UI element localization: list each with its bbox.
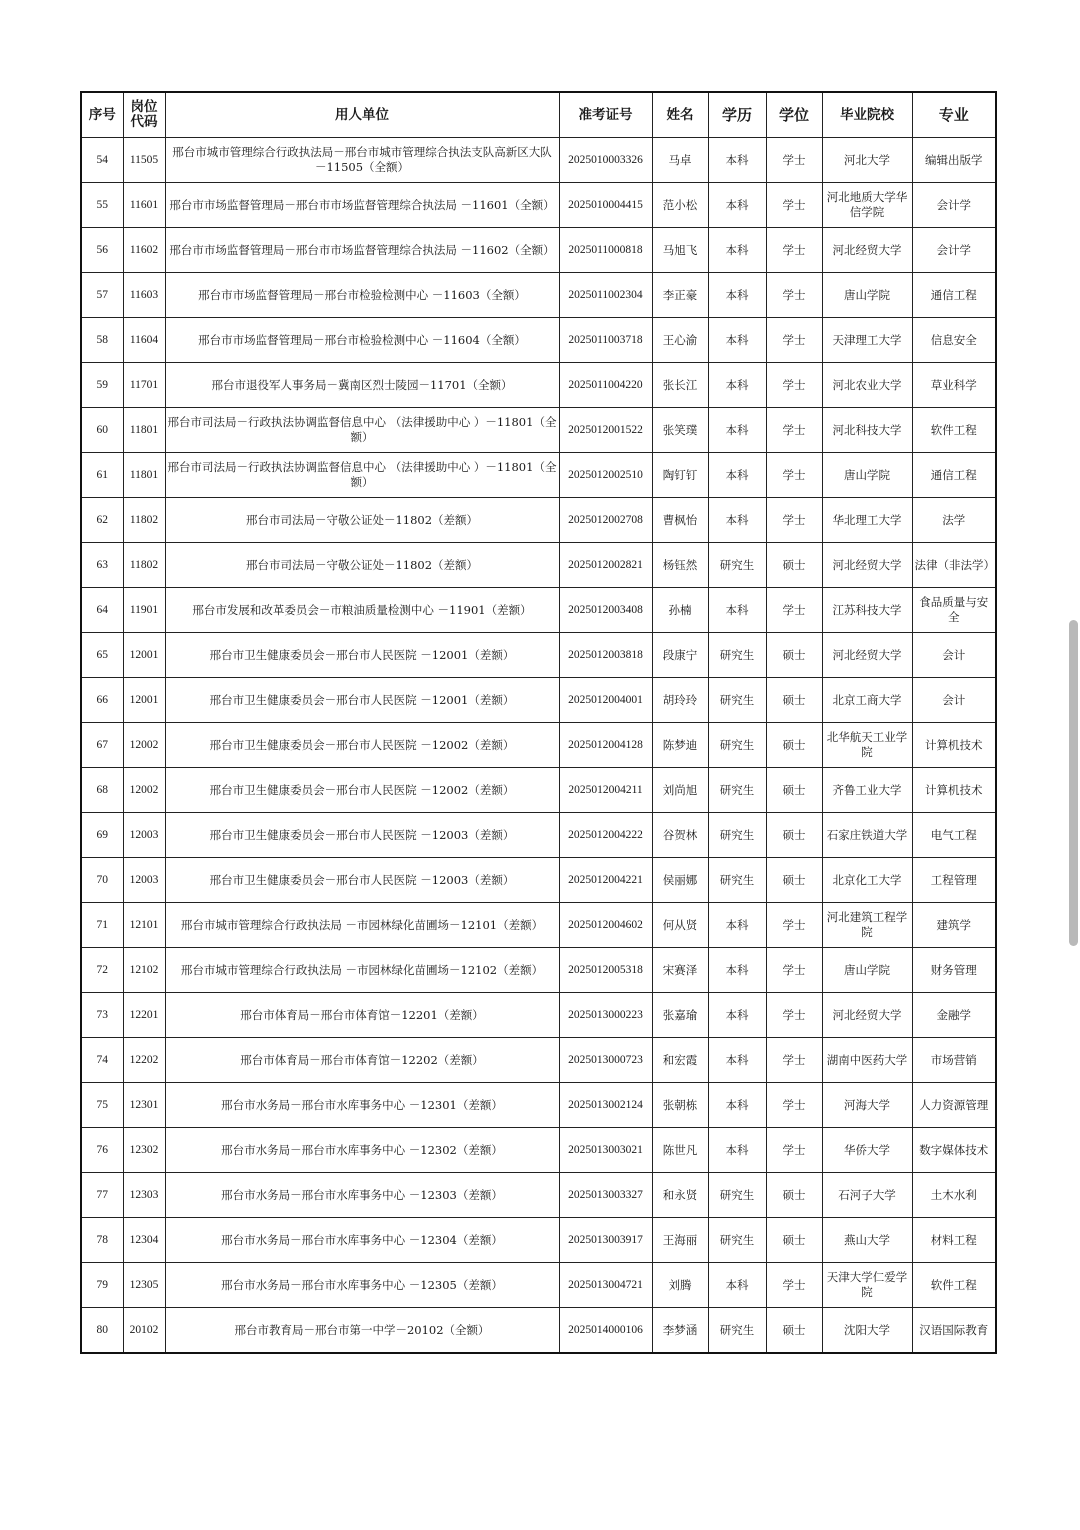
cell-degree: 学士 <box>766 588 822 633</box>
cell-post-code: 12202 <box>123 1038 165 1083</box>
cell-education: 研究生 <box>708 813 766 858</box>
cell-seq: 75 <box>81 1083 123 1128</box>
cell-major: 食品质量与安全 <box>912 588 996 633</box>
cell-post-code: 11801 <box>123 408 165 453</box>
cell-seq: 64 <box>81 588 123 633</box>
cell-school: 河北大学 <box>822 138 912 183</box>
cell-unit: 邢台市卫生健康委员会－邢台市人民医院 －12001（差额） <box>165 678 559 723</box>
cell-post-code: 12301 <box>123 1083 165 1128</box>
cell-name: 范小松 <box>652 183 708 228</box>
table-row <box>81 813 996 858</box>
cell-major: 计算机技术 <box>912 768 996 813</box>
cell-degree: 学士 <box>766 453 822 498</box>
cell-degree: 硕士 <box>766 1308 822 1354</box>
cell-name: 陈世凡 <box>652 1128 708 1173</box>
table-row <box>81 993 996 1038</box>
cell-school: 河北地质大学华信学院 <box>822 183 912 228</box>
cell-unit: 邢台市城市管理综合行政执法局－邢台市城市管理综合执法支队高新区大队－11505（全额） <box>165 138 559 183</box>
cell-degree: 学士 <box>766 1128 822 1173</box>
cell-degree: 硕士 <box>766 633 822 678</box>
cell-name: 胡玲玲 <box>652 678 708 723</box>
cell-unit: 邢台市水务局－邢台市水库事务中心 －12304（差额） <box>165 1218 559 1263</box>
cell-education: 研究生 <box>708 768 766 813</box>
cell-unit: 邢台市发展和改革委员会－市粮油质量检测中心 －11901（差额） <box>165 588 559 633</box>
cell-degree: 硕士 <box>766 543 822 588</box>
cell-post-code: 12101 <box>123 903 165 948</box>
cell-unit: 邢台市体育局－邢台市体育馆－12202（差额） <box>165 1038 559 1083</box>
cell-major: 建筑学 <box>912 903 996 948</box>
cell-major: 金融学 <box>912 993 996 1038</box>
cell-name: 宋赛泽 <box>652 948 708 993</box>
cell-school: 河海大学 <box>822 1083 912 1128</box>
cell-ticket: 2025013003327 <box>559 1173 652 1218</box>
cell-name: 刘腾 <box>652 1263 708 1308</box>
cell-ticket: 2025010003326 <box>559 138 652 183</box>
cell-ticket: 2025012004222 <box>559 813 652 858</box>
cell-degree: 学士 <box>766 903 822 948</box>
cell-degree: 学士 <box>766 408 822 453</box>
cell-degree: 硕士 <box>766 858 822 903</box>
cell-degree: 硕士 <box>766 768 822 813</box>
cell-seq: 58 <box>81 318 123 363</box>
cell-post-code: 12102 <box>123 948 165 993</box>
table-row <box>81 768 996 813</box>
cell-ticket: 2025012005318 <box>559 948 652 993</box>
cell-major: 材料工程 <box>912 1218 996 1263</box>
cell-unit: 邢台市司法局－守敬公证处－11802（差额） <box>165 543 559 588</box>
cell-education: 研究生 <box>708 1218 766 1263</box>
cell-school: 燕山大学 <box>822 1218 912 1263</box>
cell-ticket: 2025013002124 <box>559 1083 652 1128</box>
cell-post-code: 20102 <box>123 1308 165 1354</box>
cell-unit: 邢台市水务局－邢台市水库事务中心 －12303（差额） <box>165 1173 559 1218</box>
cell-major: 会计 <box>912 678 996 723</box>
cell-post-code: 12003 <box>123 858 165 903</box>
cell-school: 北华航天工业学院 <box>822 723 912 768</box>
cell-unit: 邢台市司法局－行政执法协调监督信息中心 （法律援助中心 ）－11801（全额） <box>165 453 559 498</box>
cell-major: 数字媒体技术 <box>912 1128 996 1173</box>
cell-seq: 68 <box>81 768 123 813</box>
table-row <box>81 678 996 723</box>
table-row <box>81 498 996 543</box>
cell-education: 本科 <box>708 1128 766 1173</box>
cell-post-code: 11802 <box>123 543 165 588</box>
cell-seq: 78 <box>81 1218 123 1263</box>
table-row <box>81 723 996 768</box>
cell-education: 本科 <box>708 408 766 453</box>
cell-seq: 69 <box>81 813 123 858</box>
cell-ticket: 2025011003718 <box>559 318 652 363</box>
cell-degree: 硕士 <box>766 723 822 768</box>
cell-unit: 邢台市水务局－邢台市水库事务中心 －12305（差额） <box>165 1263 559 1308</box>
cell-seq: 63 <box>81 543 123 588</box>
cell-seq: 62 <box>81 498 123 543</box>
cell-education: 本科 <box>708 273 766 318</box>
cell-degree: 学士 <box>766 1083 822 1128</box>
cell-education: 研究生 <box>708 1173 766 1218</box>
cell-ticket: 2025013004721 <box>559 1263 652 1308</box>
cell-education: 本科 <box>708 993 766 1038</box>
table-row <box>81 858 996 903</box>
cell-unit: 邢台市退役军人事务局－冀南区烈士陵园－11701（全额） <box>165 363 559 408</box>
cell-ticket: 2025013000223 <box>559 993 652 1038</box>
cell-education: 研究生 <box>708 858 766 903</box>
cell-post-code: 12304 <box>123 1218 165 1263</box>
cell-degree: 硕士 <box>766 813 822 858</box>
cell-unit: 邢台市卫生健康委员会－邢台市人民医院 －12001（差额） <box>165 633 559 678</box>
cell-degree: 硕士 <box>766 678 822 723</box>
cell-education: 本科 <box>708 363 766 408</box>
cell-unit: 邢台市市场监督管理局－邢台市检验检测中心 －11603（全额） <box>165 273 559 318</box>
cell-post-code: 12201 <box>123 993 165 1038</box>
table-row <box>81 408 996 453</box>
cell-unit: 邢台市市场监督管理局－邢台市市场监督管理综合执法局 －11602（全额） <box>165 228 559 273</box>
cell-ticket: 2025011000818 <box>559 228 652 273</box>
cell-post-code: 11901 <box>123 588 165 633</box>
cell-post-code: 11801 <box>123 453 165 498</box>
cell-ticket: 2025012004211 <box>559 768 652 813</box>
cell-seq: 80 <box>81 1308 123 1354</box>
cell-post-code: 12305 <box>123 1263 165 1308</box>
cell-major: 信息安全 <box>912 318 996 363</box>
cell-school: 唐山学院 <box>822 273 912 318</box>
cell-major: 土木水利 <box>912 1173 996 1218</box>
cell-degree: 学士 <box>766 318 822 363</box>
cell-ticket: 2025012004602 <box>559 903 652 948</box>
cell-seq: 72 <box>81 948 123 993</box>
table-row <box>81 1038 996 1083</box>
table-row <box>81 138 996 183</box>
cell-major: 法律（非法学） <box>912 543 996 588</box>
cell-name: 曹枫怡 <box>652 498 708 543</box>
cell-degree: 学士 <box>766 1038 822 1083</box>
cell-post-code: 11802 <box>123 498 165 543</box>
cell-school: 河北农业大学 <box>822 363 912 408</box>
cell-unit: 邢台市水务局－邢台市水库事务中心 －12301（差额） <box>165 1083 559 1128</box>
table-row <box>81 1083 996 1128</box>
table-row <box>81 1218 996 1263</box>
cell-unit: 邢台市卫生健康委员会－邢台市人民医院 －12003（差额） <box>165 813 559 858</box>
cell-school: 河北经贸大学 <box>822 633 912 678</box>
table-row <box>81 1263 996 1308</box>
cell-education: 本科 <box>708 1038 766 1083</box>
cell-major: 会计学 <box>912 183 996 228</box>
cell-major: 草业科学 <box>912 363 996 408</box>
cell-name: 段康宁 <box>652 633 708 678</box>
cell-school: 齐鲁工业大学 <box>822 768 912 813</box>
cell-ticket: 2025013003917 <box>559 1218 652 1263</box>
cell-education: 本科 <box>708 948 766 993</box>
cell-major: 软件工程 <box>912 408 996 453</box>
cell-school: 河北经贸大学 <box>822 993 912 1038</box>
table-row <box>81 1308 996 1354</box>
cell-name: 陶钉钉 <box>652 453 708 498</box>
cell-post-code: 12303 <box>123 1173 165 1218</box>
cell-ticket: 2025010004415 <box>559 183 652 228</box>
header-unit: 用人单位 <box>165 92 559 138</box>
cell-seq: 56 <box>81 228 123 273</box>
cell-name: 马旭飞 <box>652 228 708 273</box>
cell-education: 本科 <box>708 228 766 273</box>
cell-unit: 邢台市教育局－邢台市第一中学－20102（全额） <box>165 1308 559 1354</box>
cell-ticket: 2025011002304 <box>559 273 652 318</box>
header-post-code: 岗位 代码 <box>123 92 165 138</box>
cell-degree: 硕士 <box>766 1218 822 1263</box>
cell-school: 江苏科技大学 <box>822 588 912 633</box>
cell-seq: 67 <box>81 723 123 768</box>
cell-name: 张长江 <box>652 363 708 408</box>
cell-major: 财务管理 <box>912 948 996 993</box>
cell-school: 石家庄铁道大学 <box>822 813 912 858</box>
cell-major: 编辑出版学 <box>912 138 996 183</box>
cell-major: 人力资源管理 <box>912 1083 996 1128</box>
cell-major: 软件工程 <box>912 1263 996 1308</box>
cell-seq: 61 <box>81 453 123 498</box>
cell-school: 华侨大学 <box>822 1128 912 1173</box>
cell-school: 沈阳大学 <box>822 1308 912 1354</box>
cell-post-code: 12302 <box>123 1128 165 1173</box>
cell-seq: 70 <box>81 858 123 903</box>
table-header <box>81 92 996 138</box>
cell-seq: 71 <box>81 903 123 948</box>
cell-ticket: 2025012002708 <box>559 498 652 543</box>
cell-degree: 学士 <box>766 363 822 408</box>
cell-ticket: 2025013000723 <box>559 1038 652 1083</box>
table-row <box>81 588 996 633</box>
cell-ticket: 2025014000106 <box>559 1308 652 1354</box>
cell-seq: 74 <box>81 1038 123 1083</box>
cell-degree: 学士 <box>766 993 822 1038</box>
cell-major: 汉语国际教育 <box>912 1308 996 1354</box>
cell-ticket: 2025012002821 <box>559 543 652 588</box>
cell-name: 李梦涵 <box>652 1308 708 1354</box>
cell-major: 计算机技术 <box>912 723 996 768</box>
cell-degree: 硕士 <box>766 1173 822 1218</box>
cell-degree: 学士 <box>766 138 822 183</box>
cell-seq: 55 <box>81 183 123 228</box>
table-body <box>81 138 996 1354</box>
cell-ticket: 2025012001522 <box>559 408 652 453</box>
cell-seq: 54 <box>81 138 123 183</box>
cell-major: 会计学 <box>912 228 996 273</box>
cell-school: 唐山学院 <box>822 453 912 498</box>
table-row <box>81 183 996 228</box>
cell-major: 通信工程 <box>912 453 996 498</box>
cell-name: 李正豪 <box>652 273 708 318</box>
cell-ticket: 2025012004001 <box>559 678 652 723</box>
cell-education: 研究生 <box>708 543 766 588</box>
cell-degree: 学士 <box>766 948 822 993</box>
cell-ticket: 2025012003408 <box>559 588 652 633</box>
cell-major: 法学 <box>912 498 996 543</box>
cell-ticket: 2025012004221 <box>559 858 652 903</box>
cell-school: 河北建筑工程学院 <box>822 903 912 948</box>
header-name: 姓名 <box>652 92 708 138</box>
scrollbar[interactable] <box>1066 0 1080 1530</box>
cell-education: 研究生 <box>708 723 766 768</box>
cell-seq: 60 <box>81 408 123 453</box>
cell-education: 本科 <box>708 588 766 633</box>
cell-education: 本科 <box>708 1083 766 1128</box>
cell-school: 湖南中医药大学 <box>822 1038 912 1083</box>
cell-seq: 73 <box>81 993 123 1038</box>
cell-education: 本科 <box>708 498 766 543</box>
cell-school: 石河子大学 <box>822 1173 912 1218</box>
cell-seq: 59 <box>81 363 123 408</box>
cell-post-code: 11602 <box>123 228 165 273</box>
cell-name: 和宏霞 <box>652 1038 708 1083</box>
cell-post-code: 12001 <box>123 633 165 678</box>
candidate-table <box>80 91 997 1354</box>
cell-name: 孙楠 <box>652 588 708 633</box>
header-seq: 序号 <box>81 92 123 138</box>
cell-name: 和永贤 <box>652 1173 708 1218</box>
cell-name: 何从贤 <box>652 903 708 948</box>
cell-name: 谷贺林 <box>652 813 708 858</box>
cell-name: 张朝栋 <box>652 1083 708 1128</box>
table-row <box>81 948 996 993</box>
cell-seq: 76 <box>81 1128 123 1173</box>
cell-education: 本科 <box>708 183 766 228</box>
cell-name: 张笑璞 <box>652 408 708 453</box>
header-ticket: 准考证号 <box>559 92 652 138</box>
cell-name: 杨钰然 <box>652 543 708 588</box>
cell-major: 工程管理 <box>912 858 996 903</box>
cell-post-code: 11604 <box>123 318 165 363</box>
cell-ticket: 2025012002510 <box>559 453 652 498</box>
cell-degree: 学士 <box>766 1263 822 1308</box>
table-row <box>81 363 996 408</box>
cell-unit: 邢台市卫生健康委员会－邢台市人民医院 －12002（差额） <box>165 768 559 813</box>
cell-ticket: 2025011004220 <box>559 363 652 408</box>
cell-ticket: 2025013003021 <box>559 1128 652 1173</box>
cell-school: 北京化工大学 <box>822 858 912 903</box>
cell-school: 天津理工大学 <box>822 318 912 363</box>
cell-ticket: 2025012004128 <box>559 723 652 768</box>
cell-seq: 66 <box>81 678 123 723</box>
cell-name: 张嘉瑜 <box>652 993 708 1038</box>
cell-education: 本科 <box>708 903 766 948</box>
cell-post-code: 11601 <box>123 183 165 228</box>
cell-name: 刘尚旭 <box>652 768 708 813</box>
cell-major: 电气工程 <box>912 813 996 858</box>
cell-major: 会计 <box>912 633 996 678</box>
header-degree: 学位 <box>766 92 822 138</box>
table-row <box>81 318 996 363</box>
cell-degree: 学士 <box>766 228 822 273</box>
cell-unit: 邢台市卫生健康委员会－邢台市人民医院 －12002（差额） <box>165 723 559 768</box>
cell-seq: 77 <box>81 1173 123 1218</box>
cell-post-code: 11701 <box>123 363 165 408</box>
cell-degree: 学士 <box>766 273 822 318</box>
cell-unit: 邢台市市场监督管理局－邢台市市场监督管理综合执法局 －11601（全额） <box>165 183 559 228</box>
cell-education: 本科 <box>708 318 766 363</box>
header-education: 学历 <box>708 92 766 138</box>
cell-seq: 57 <box>81 273 123 318</box>
cell-major: 通信工程 <box>912 273 996 318</box>
cell-unit: 邢台市司法局－守敬公证处－11802（差额） <box>165 498 559 543</box>
table-row <box>81 633 996 678</box>
cell-name: 侯丽娜 <box>652 858 708 903</box>
cell-unit: 邢台市体育局－邢台市体育馆－12201（差额） <box>165 993 559 1038</box>
cell-school: 河北经贸大学 <box>822 543 912 588</box>
cell-unit: 邢台市城市管理综合行政执法局 －市园林绿化苗圃场－12101（差额） <box>165 903 559 948</box>
cell-post-code: 12002 <box>123 768 165 813</box>
cell-post-code: 11505 <box>123 138 165 183</box>
cell-unit: 邢台市卫生健康委员会－邢台市人民医院 －12003（差额） <box>165 858 559 903</box>
cell-school: 唐山学院 <box>822 948 912 993</box>
cell-school: 北京工商大学 <box>822 678 912 723</box>
cell-seq: 79 <box>81 1263 123 1308</box>
cell-education: 研究生 <box>708 1308 766 1354</box>
cell-post-code: 12001 <box>123 678 165 723</box>
table-row <box>81 903 996 948</box>
table-row <box>81 228 996 273</box>
cell-school: 河北经贸大学 <box>822 228 912 273</box>
table-row <box>81 1128 996 1173</box>
cell-major: 市场营销 <box>912 1038 996 1083</box>
cell-degree: 学士 <box>766 498 822 543</box>
cell-education: 本科 <box>708 1263 766 1308</box>
scrollbar-thumb[interactable] <box>1069 620 1078 946</box>
header-row <box>81 92 996 138</box>
cell-education: 本科 <box>708 453 766 498</box>
cell-seq: 65 <box>81 633 123 678</box>
cell-post-code: 11603 <box>123 273 165 318</box>
cell-name: 陈梦迪 <box>652 723 708 768</box>
cell-name: 王心渝 <box>652 318 708 363</box>
cell-unit: 邢台市水务局－邢台市水库事务中心 －12302（差额） <box>165 1128 559 1173</box>
table-row <box>81 273 996 318</box>
cell-ticket: 2025012003818 <box>559 633 652 678</box>
table-row <box>81 453 996 498</box>
cell-unit: 邢台市市场监督管理局－邢台市检验检测中心 －11604（全额） <box>165 318 559 363</box>
cell-education: 研究生 <box>708 633 766 678</box>
table-row <box>81 1173 996 1218</box>
cell-name: 马卓 <box>652 138 708 183</box>
cell-school: 华北理工大学 <box>822 498 912 543</box>
cell-school: 河北科技大学 <box>822 408 912 453</box>
cell-degree: 学士 <box>766 183 822 228</box>
cell-school: 天津大学仁爱学院 <box>822 1263 912 1308</box>
cell-unit: 邢台市城市管理综合行政执法局 －市园林绿化苗圃场－12102（差额） <box>165 948 559 993</box>
cell-post-code: 12002 <box>123 723 165 768</box>
cell-education: 研究生 <box>708 678 766 723</box>
cell-name: 王海丽 <box>652 1218 708 1263</box>
cell-education: 本科 <box>708 138 766 183</box>
table-row <box>81 543 996 588</box>
cell-post-code: 12003 <box>123 813 165 858</box>
cell-unit: 邢台市司法局－行政执法协调监督信息中心 （法律援助中心 ）－11801（全额） <box>165 408 559 453</box>
header-school: 毕业院校 <box>822 92 912 138</box>
header-major: 专业 <box>912 92 996 138</box>
